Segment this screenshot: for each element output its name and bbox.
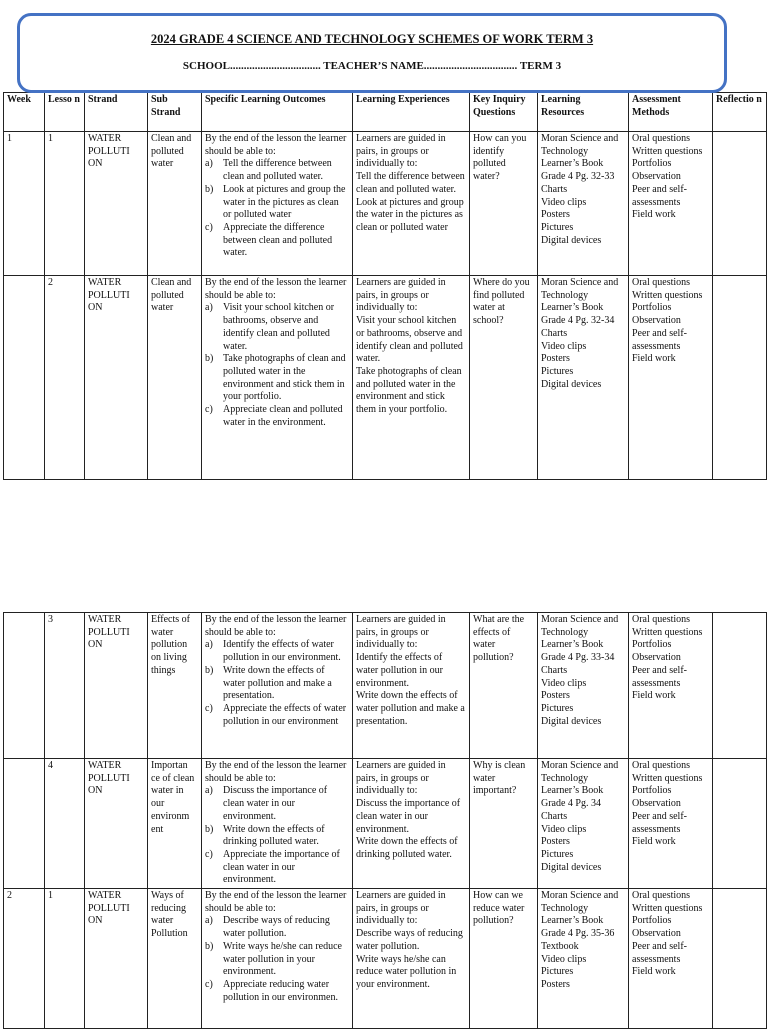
- inquiry-cell: Where do you find polluted water at school?: [470, 276, 538, 480]
- outcomes-cell: [202, 132, 353, 276]
- outcome-text: Tell the difference between clean and polluted water.: [223, 158, 332, 183]
- outcome-label: b): [205, 664, 214, 676]
- outcome-label: b): [205, 940, 214, 952]
- document-title: 2024 GRADE 4 SCIENCE AND TECHNOLOGY SCHEMES OF WORK TERM 3: [150, 32, 594, 46]
- lesson-cell: 3: [45, 613, 85, 759]
- outcome-text: Visit your school kitchen or bathrooms, observe and identify clean and polluted water.: [223, 302, 335, 352]
- outcome-label: a): [205, 302, 213, 314]
- outcome-text: Look at pictures and group the water in the pictures as clean or polluted water: [223, 183, 346, 221]
- resources-cell: Moran Science and Technology Learner’s Book Grade 4 Pg. 35-36 Textbook Video clips Pictures Posters: [538, 889, 629, 1029]
- outcome-text: Take photographs of clean and polluted water in the environment and stick them in your portfolio.: [223, 353, 346, 403]
- outcomes-cell: [202, 889, 353, 1029]
- sub-strand-cell: Effects of water pollution on living things: [148, 613, 202, 759]
- lesson-cell: 1: [45, 889, 85, 1029]
- week-cell: 2: [4, 889, 45, 1029]
- outcomes-cell: [202, 276, 353, 480]
- column-header: Assessment Methods: [629, 93, 713, 132]
- outcome-text: Write down the effects of drinking polluted water.: [223, 823, 325, 848]
- outcome-label: c): [205, 702, 213, 714]
- column-header: Sub Strand: [148, 93, 202, 132]
- week-cell: [4, 276, 45, 480]
- inquiry-cell: What are the effects of water pollution?: [470, 613, 538, 759]
- outcomes-intro: By the end of the lesson the learner should be able to:: [205, 760, 347, 784]
- outcome-item: [205, 353, 349, 404]
- sub-strand-cell: Importan ce of clean water in our environm ent: [148, 759, 202, 889]
- scheme-table-1: [3, 92, 767, 480]
- resources-cell: Moran Science and Technology Learner’s Book Grade 4 Pg. 33-34 Charts Video clips Posters Pictures Digital devices: [538, 613, 629, 759]
- outcome-item: [205, 665, 349, 703]
- column-header: Strand: [85, 93, 148, 132]
- outcome-label: b): [205, 353, 214, 365]
- outcome-text: Identify the effects of water pollution in our environment.: [223, 639, 341, 664]
- outcome-item: [205, 404, 349, 429]
- inquiry-cell: How can you identify polluted water?: [470, 132, 538, 276]
- assessment-cell: Oral questions Written questions Portfolios Observation Peer and self-assessments Field work: [629, 132, 713, 276]
- experiences-cell: Learners are guided in pairs, in groups or individually to: Tell the difference between clean and polluted water. Look at pictures and group the water in the pictures as clean or polluted water: [353, 132, 470, 276]
- outcome-item: [205, 849, 349, 887]
- outcome-text: Discuss the importance of clean water in our environment.: [223, 785, 328, 822]
- outcome-label: a): [205, 785, 213, 797]
- outcome-item: [205, 785, 349, 823]
- outcome-label: a): [205, 915, 213, 927]
- outcome-text: Appreciate reducing water pollution in our environmen.: [223, 978, 338, 1003]
- inquiry-cell: Why is clean water important?: [470, 759, 538, 889]
- outcome-label: a): [205, 158, 213, 170]
- school-teacher-line: SCHOOL................................. TEACHER’S NAME.................................. TERM 3: [182, 60, 562, 72]
- outcome-text: Appreciate the difference between clean and polluted water.: [223, 221, 333, 259]
- week-cell: [4, 759, 45, 889]
- assessment-cell: Oral questions Written questions Portfolios Observation Peer and self-assessments Field work: [629, 276, 713, 480]
- outcome-item: [205, 222, 349, 260]
- table-row: [4, 613, 767, 759]
- column-header: Key Inquiry Questions: [470, 93, 538, 132]
- lesson-cell: 1: [45, 132, 85, 276]
- column-header: Learning Resources: [538, 93, 629, 132]
- outcomes-intro: By the end of the lesson the learner should be able to:: [205, 133, 347, 157]
- outcomes-cell: [202, 613, 353, 759]
- outcome-item: [205, 158, 349, 183]
- outcome-item: [205, 941, 349, 979]
- lesson-cell: 4: [45, 759, 85, 889]
- reflection-cell: [713, 613, 767, 759]
- strand-cell: WATER POLLUTI ON: [85, 276, 148, 480]
- strand-cell: WATER POLLUTI ON: [85, 613, 148, 759]
- outcomes-cell: [202, 759, 353, 889]
- column-header: Reflectio n: [713, 93, 767, 132]
- outcome-text: Write ways he/she can reduce water pollution in your environment.: [223, 940, 342, 978]
- resources-cell: Moran Science and Technology Learner’s Book Grade 4 Pg. 34 Charts Video clips Posters Pictures Digital devices: [538, 759, 629, 889]
- resources-cell: Moran Science and Technology Learner’s Book Grade 4 Pg. 32-33 Charts Video clips Posters Pictures Digital devices: [538, 132, 629, 276]
- outcomes-intro: By the end of the lesson the learner should be able to:: [205, 890, 347, 914]
- outcome-label: c): [205, 221, 213, 233]
- week-cell: [4, 613, 45, 759]
- header-box: [17, 13, 727, 93]
- outcome-label: a): [205, 639, 213, 651]
- outcome-label: c): [205, 978, 213, 990]
- outcome-text: Appreciate the effects of water pollution in our environment: [223, 702, 347, 727]
- outcomes-intro: By the end of the lesson the learner should be able to:: [205, 277, 347, 301]
- outcome-label: b): [205, 823, 214, 835]
- column-header: Lesso n: [45, 93, 85, 132]
- table-row: [4, 889, 767, 1029]
- outcome-text: Appreciate clean and polluted water in the environment.: [223, 404, 343, 428]
- table-row: [4, 759, 767, 889]
- table-row: [4, 132, 767, 276]
- outcome-text: Appreciate the importance of clean water in our environment.: [223, 848, 340, 886]
- outcome-item: [205, 703, 349, 728]
- strand-cell: WATER POLLUTI ON: [85, 889, 148, 1029]
- experiences-cell: Learners are guided in pairs, in groups or individually to: Visit your school kitchen or bathrooms, observe and identify clean and polluted water. Take photographs of clean and polluted water in the environment and stick them in your portfolio.: [353, 276, 470, 480]
- column-header: Specific Learning Outcomes: [202, 93, 353, 132]
- sub-strand-cell: Clean and polluted water: [148, 276, 202, 480]
- outcome-item: [205, 979, 349, 1004]
- strand-cell: WATER POLLUTI ON: [85, 132, 148, 276]
- outcomes-intro: By the end of the lesson the learner should be able to:: [205, 614, 347, 638]
- outcome-item: [205, 824, 349, 849]
- column-header: Week: [4, 93, 45, 132]
- outcome-label: c): [205, 404, 213, 416]
- assessment-cell: Oral questions Written questions Portfolios Observation Peer and self-assessments Field work: [629, 759, 713, 889]
- experiences-cell: Learners are guided in pairs, in groups or individually to: Describe ways of reducing water pollution. Write ways he/she can reduce water pollution in your environment.: [353, 889, 470, 1029]
- column-header: Learning Experiences: [353, 93, 470, 132]
- reflection-cell: [713, 276, 767, 480]
- outcome-item: [205, 639, 349, 664]
- sub-strand-cell: Ways of reducing water Pollution: [148, 889, 202, 1029]
- outcome-label: c): [205, 848, 213, 860]
- strand-cell: WATER POLLUTI ON: [85, 759, 148, 889]
- outcome-item: [205, 302, 349, 353]
- assessment-cell: Oral questions Written questions Portfolios Observation Peer and self-assessments Field work: [629, 889, 713, 1029]
- assessment-cell: Oral questions Written questions Portfolios Observation Peer and self-assessments Field work: [629, 613, 713, 759]
- header-row: [4, 93, 767, 132]
- reflection-cell: [713, 759, 767, 889]
- resources-cell: Moran Science and Technology Learner’s Book Grade 4 Pg. 32-34 Charts Video clips Posters Pictures Digital devices: [538, 276, 629, 480]
- experiences-cell: Learners are guided in pairs, in groups or individually to: Identify the effects of water pollution in our environment. Write down the effects of water pollution and make a presentation.: [353, 613, 470, 759]
- lesson-cell: 2: [45, 276, 85, 480]
- outcome-text: Write down the effects of water pollution and make a presentation.: [223, 664, 332, 702]
- outcome-item: [205, 915, 349, 940]
- reflection-cell: [713, 132, 767, 276]
- outcome-text: Describe ways of reducing water pollution.: [223, 915, 330, 940]
- outcome-item: [205, 184, 349, 222]
- week-cell: 1: [4, 132, 45, 276]
- inquiry-cell: How can we reduce water pollution?: [470, 889, 538, 1029]
- experiences-cell: Learners are guided in pairs, in groups or individually to: Discuss the importance of clean water in our environment. Write down the effects of drinking polluted water.: [353, 759, 470, 889]
- sub-strand-cell: Clean and polluted water: [148, 132, 202, 276]
- scheme-table-2: [3, 612, 767, 1029]
- outcome-label: b): [205, 183, 214, 195]
- table-row: [4, 276, 767, 480]
- reflection-cell: [713, 889, 767, 1029]
